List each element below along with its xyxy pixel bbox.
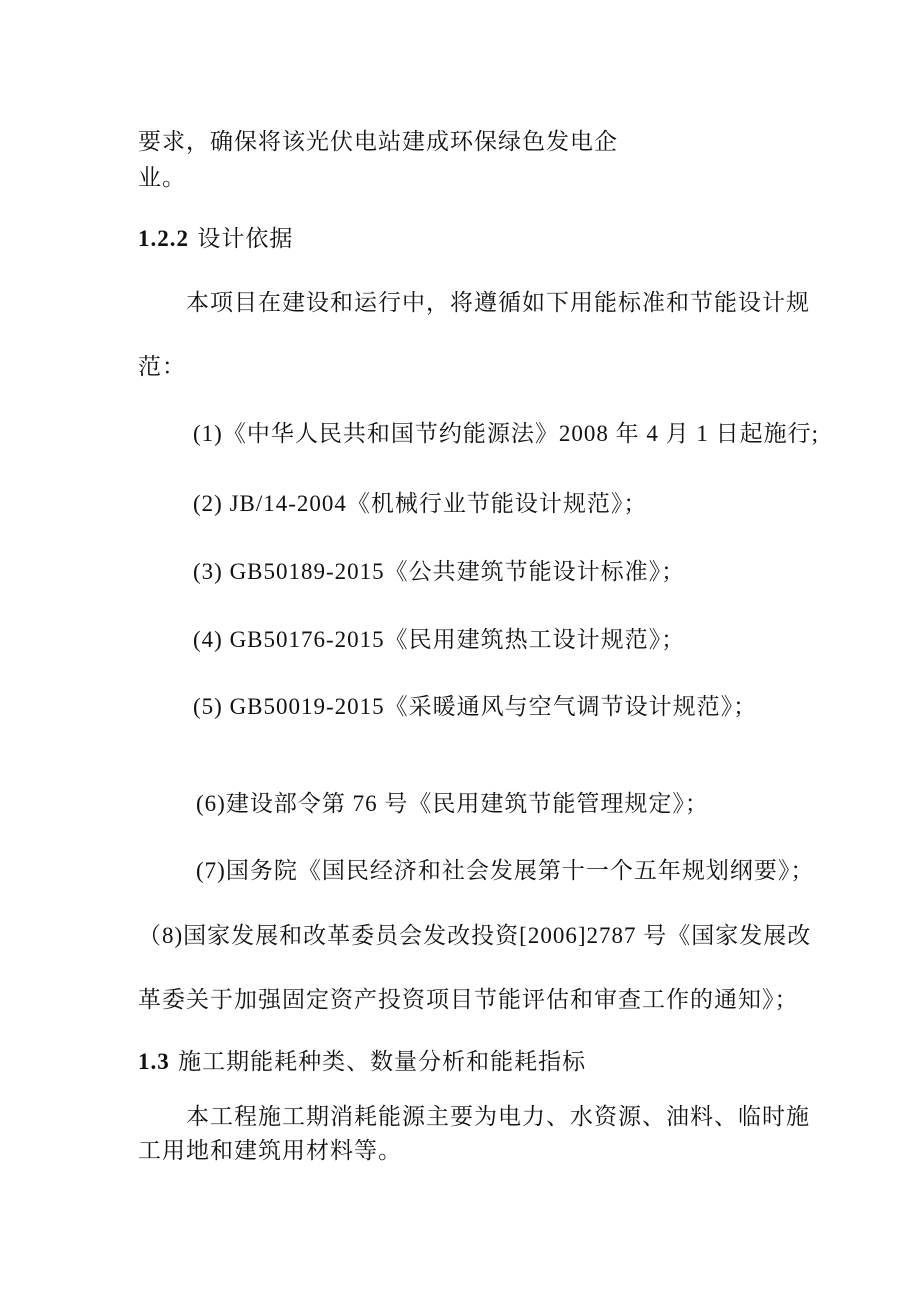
section-heading-1-2-2 xyxy=(138,224,293,254)
section-1-3-paragraph-line-2: 工用地和建筑用材料等。 xyxy=(138,1138,402,1164)
list-item-2: (2) JB/14-2004《机械行业节能设计规范》； xyxy=(193,491,648,516)
list-item-1: (1)《中华人民共和国节约能源法》2008 年 4 月 1 日起施行; xyxy=(193,421,819,446)
intro-line-1: 要求，确保将该光伏电站建成环保绿色发电企 xyxy=(138,129,618,155)
section-title: 施工期能耗种类、数量分析和能耗指标 xyxy=(178,1049,587,1075)
section-number: 1.3 xyxy=(138,1049,170,1074)
section-1-3-paragraph-line-1: 本工程施工期消耗能源主要为电力、水资源、油料、临时施 xyxy=(186,1104,810,1130)
section-heading-1-3 xyxy=(138,1047,586,1077)
list-item-4: (4) GB50176-2015《民用建筑热工设计规范》； xyxy=(193,627,686,652)
list-item-8: （8)国家发展和改革委员会发改投资[2006]2787 号《国家发展改 xyxy=(138,923,812,948)
list-item-6: (6)建设部令第 76 号《民用建筑节能管理规定》； xyxy=(196,791,709,816)
list-item-3: (3) GB50189-2015《公共建筑节能设计标准》； xyxy=(193,559,686,584)
list-item-8-continued: 革委关于加强固定资产投资项目节能评估和审查工作的通知》； xyxy=(138,987,799,1012)
section-number: 1.2.2 xyxy=(138,226,189,251)
basis-paragraph-line-1: 本项目在建设和运行中，将遵循如下用能标准和节能设计规 xyxy=(186,290,810,316)
list-item-5: (5) GB50019-2015《采暖通风与空气调节设计规范》； xyxy=(193,694,758,719)
section-title: 设计依据 xyxy=(197,226,294,252)
basis-paragraph-line-2: 范： xyxy=(138,354,186,380)
list-item-7: (7)国务院《国民经济和社会发展第十一个五年规划纲要》； xyxy=(196,858,815,883)
intro-line-2: 业。 xyxy=(138,165,186,191)
